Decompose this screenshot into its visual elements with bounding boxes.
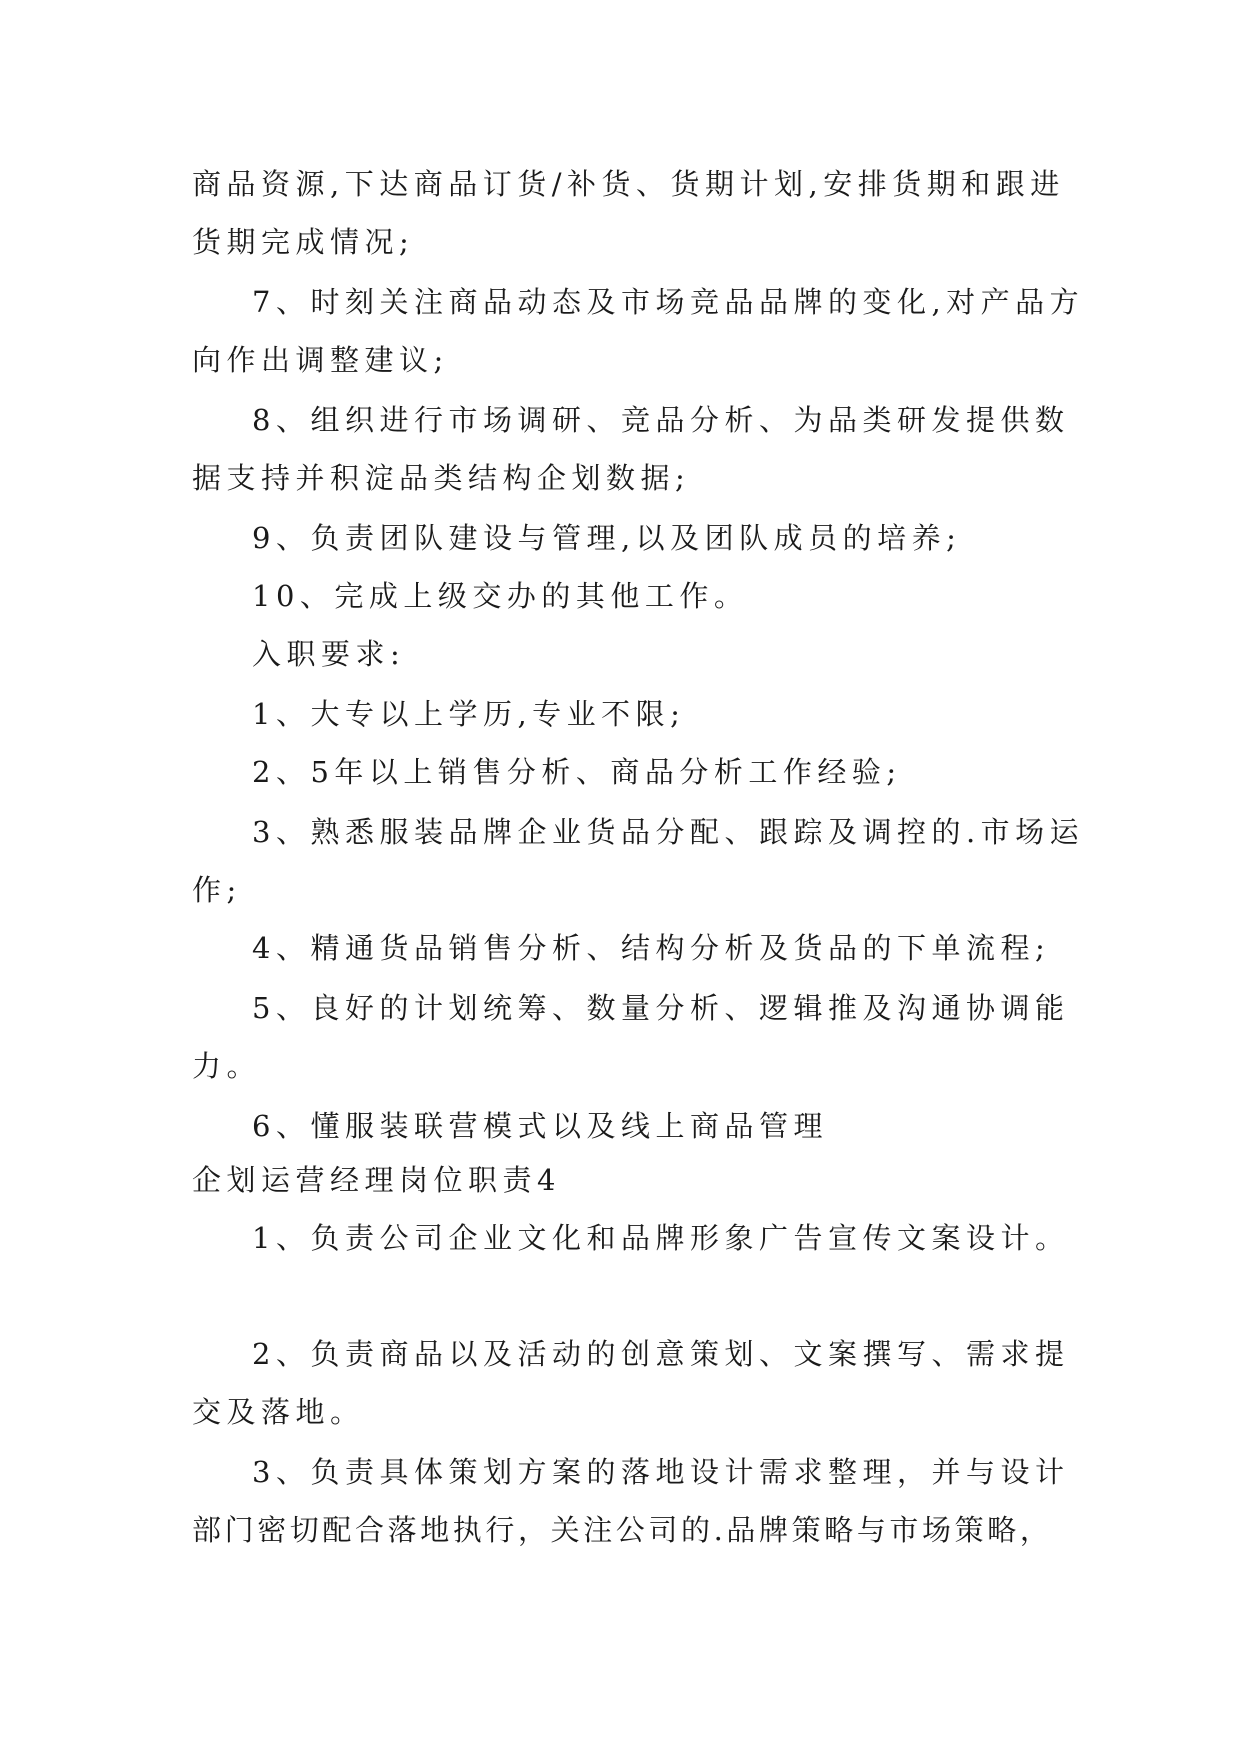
text-line: 据支持并积淀品类结构企划数据; (192, 461, 691, 495)
text-line: 交及落地。 (192, 1395, 365, 1429)
text-line: 2、5年以上销售分析、商品分析工作经验; (252, 755, 902, 789)
section-title: 企划运营经理岗位职责4 (192, 1163, 561, 1197)
text-line: 2、负责商品以及活动的创意策划、文案撰写、需求提 (252, 1337, 1070, 1371)
text-line: 4、精通货品销售分析、结构分析及货品的下单流程; (252, 931, 1051, 965)
text-line: 3、熟悉服装品牌企业货品分配、跟踪及调控的.市场运 (252, 815, 1085, 849)
text-line: 6、懂服装联营模式以及线上商品管理 (252, 1109, 828, 1143)
text-line: 1、负责公司企业文化和品牌形象广告宣传文案设计。 (252, 1221, 1070, 1255)
text-line: 部门密切配合落地执行，关注公司的.品牌策略与市场策略， (192, 1513, 1053, 1547)
text-line: 8、组织进行市场调研、竞品分析、为品类研发提供数 (252, 403, 1070, 437)
text-line: 1、大专以上学历,专业不限; (252, 697, 686, 731)
text-line: 3、负责具体策划方案的落地设计需求整理，并与设计 (252, 1455, 1070, 1489)
text-line: 10、完成上级交办的其他工作。 (252, 579, 749, 613)
text-line: 9、负责团队建设与管理,以及团队成员的培养; (252, 521, 962, 555)
text-line: 货期完成情况; (192, 225, 415, 259)
text-line: 作; (192, 873, 242, 907)
text-line: 商品资源,下达商品订货/补货、货期计划,安排货期和跟进 (192, 167, 1065, 201)
text-line: 力。 (192, 1049, 262, 1083)
section-heading: 入职要求: (252, 637, 406, 671)
text-line: 5、良好的计划统筹、数量分析、逻辑推及沟通协调能 (252, 991, 1070, 1025)
text-line: 向作出调整建议; (192, 343, 449, 377)
text-line: 7、时刻关注商品动态及市场竞品品牌的变化,对产品方 (252, 285, 1085, 319)
